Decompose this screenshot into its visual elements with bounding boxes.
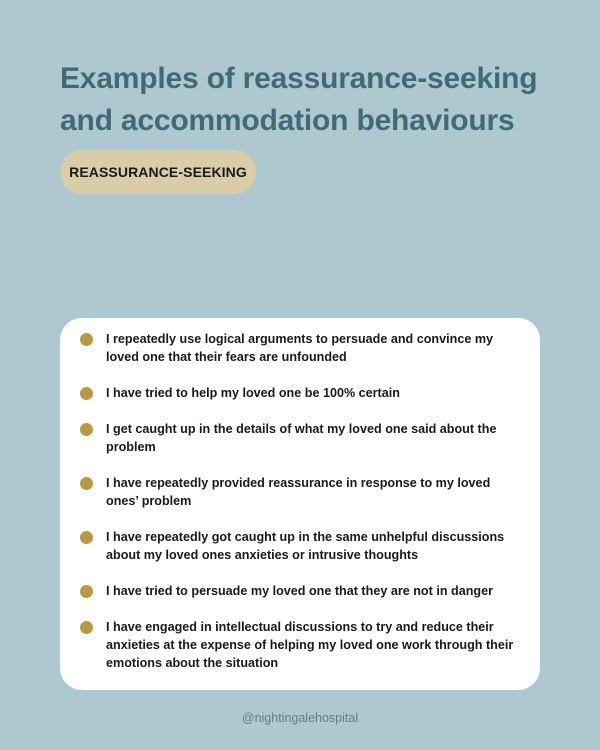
list-item [80, 384, 524, 402]
bullet-icon [80, 477, 93, 490]
list-item [80, 528, 524, 564]
behaviours-card [60, 318, 540, 690]
page-title: Examples of reassurance-seeking and accommodation behaviours [60, 62, 538, 137]
bullet-icon [80, 333, 93, 346]
category-pill [60, 150, 256, 194]
list-item [80, 420, 524, 456]
bullet-icon [80, 585, 93, 598]
list-item [80, 474, 524, 510]
bullet-icon [80, 387, 93, 400]
list-item [80, 582, 524, 600]
list-item [80, 330, 524, 366]
list-item-text: I repeatedly use logical arguments to persuade and convince my loved one that their fears are unfounded [106, 332, 494, 364]
behaviours-list [80, 330, 524, 672]
list-item-text: I have repeatedly provided reassurance in response to my loved ones’ problem [106, 476, 491, 508]
list-item-text: I have tried to persuade my loved one that they are not in danger [106, 584, 493, 598]
bullet-icon [80, 531, 93, 544]
list-item [80, 618, 524, 672]
list-item-text: I have repeatedly got caught up in the same unhelpful discussions about my loved ones anxieties or intrusive thoughts [106, 530, 505, 562]
list-item-text: I have engaged in intellectual discussions to try and reduce their anxieties at the expense of helping my loved one work through their emotions about the situation [106, 620, 514, 670]
list-item-text: I have tried to help my loved one be 100% certain [106, 386, 400, 400]
category-pill-label: REASSURANCE-SEEKING [69, 164, 247, 180]
bullet-icon [80, 621, 93, 634]
list-item-text: I get caught up in the details of what my loved one said about the problem [106, 422, 497, 454]
social-handle: @nightingalehospital [241, 711, 359, 725]
bullet-icon [80, 423, 93, 436]
